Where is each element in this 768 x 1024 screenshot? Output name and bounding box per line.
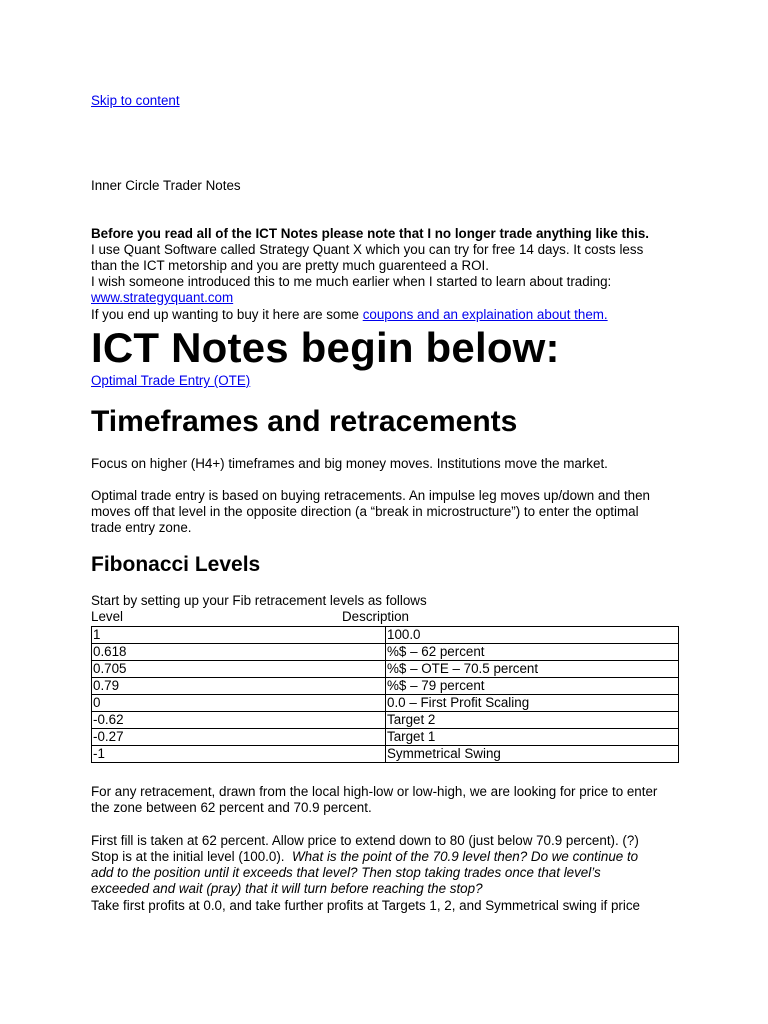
fib-heading: Fibonacci Levels — [91, 553, 261, 576]
para-ote-line-1: Optimal trade entry is based on buying retracements. An impulse leg moves up/down and then — [91, 488, 650, 503]
para-fill-line-2 — [91, 849, 638, 865]
intro-line-4-prefix: If you end up wanting to buy it here are some — [91, 307, 363, 322]
table-row — [92, 729, 679, 746]
table-row — [92, 678, 679, 695]
table-row — [92, 627, 679, 644]
description-cell: Symmetrical Swing — [386, 746, 679, 763]
level-cell: -1 — [92, 746, 386, 763]
para-fill-line-5: Take first profits at 0.0, and take further profits at Targets 1, 2, and Symmetrical swing if price — [91, 898, 641, 913]
para-fill-line-4: exceeded and wait (pray) that it will turn before reaching the stop? — [91, 881, 483, 896]
section-heading: Timeframes and retracements — [91, 405, 518, 438]
para-fill-line-2-plain: Stop is at the initial level (100.0). — [91, 849, 292, 864]
description-cell: Target 2 — [386, 712, 679, 729]
main-heading: ICT Notes begin below: — [91, 324, 560, 371]
description-cell: Target 1 — [386, 729, 679, 746]
table-row — [92, 712, 679, 729]
intro-bold-notice: Before you read all of the ICT Notes please note that I no longer trade anything like this. — [91, 226, 650, 241]
intro-line-3: I wish someone introduced this to me much earlier when I started to learn about trading: — [91, 274, 612, 289]
table-header-level: Level — [91, 609, 124, 624]
level-cell: 0 — [92, 695, 386, 712]
fib-levels-table — [91, 626, 679, 763]
table-row — [92, 644, 679, 661]
ote-link[interactable]: Optimal Trade Entry (OTE) — [91, 373, 251, 388]
table-row — [92, 695, 679, 712]
intro-line-4 — [91, 307, 608, 323]
description-cell: %$ – 79 percent — [386, 678, 679, 695]
site-title: Inner Circle Trader Notes — [91, 178, 241, 193]
skip-to-content-link[interactable]: Skip to content — [91, 93, 180, 108]
table-row — [92, 661, 679, 678]
para-ote-line-3: trade entry zone. — [91, 520, 192, 535]
fib-intro: Start by setting up your Fib retracement levels as follows — [91, 593, 427, 608]
table-header-description: Description — [342, 609, 409, 624]
para-ote-line-2: moves off that level in the opposite direction (a “break in microstructure”) to enter the optimal — [91, 504, 639, 519]
para-retracement-line-2: the zone between 62 percent and 70.9 percent. — [91, 800, 372, 815]
level-cell: -0.62 — [92, 712, 386, 729]
intro-line-2: than the ICT metorship and you are pretty much guarenteed a ROI. — [91, 258, 489, 273]
level-cell: -0.27 — [92, 729, 386, 746]
strategyquant-link[interactable]: www.strategyquant.com — [91, 290, 234, 305]
description-cell: 0.0 – First Profit Scaling — [386, 695, 679, 712]
level-cell: 0.618 — [92, 644, 386, 661]
para-retracement-line-1: For any retracement, drawn from the local high-low or low-high, we are looking for price to enter — [91, 784, 658, 799]
description-cell: %$ – 62 percent — [386, 644, 679, 661]
intro-line-1: I use Quant Software called Strategy Quant X which you can try for free 14 days. It costs less — [91, 242, 644, 257]
para-fill-line-3: add to the position until it exceeds that level? Then stop taking trades once that level’s — [91, 865, 601, 880]
para-focus: Focus on higher (H4+) timeframes and big money moves. Institutions move the market. — [91, 456, 608, 471]
table-row — [92, 746, 679, 763]
description-cell: %$ – OTE – 70.5 percent — [386, 661, 679, 678]
para-fill-line-1: First fill is taken at 62 percent. Allow price to extend down to 80 (just below 70.9 percent). (?) — [91, 833, 639, 848]
level-cell: 1 — [92, 627, 386, 644]
description-cell: 100.0 — [386, 627, 679, 644]
level-cell: 0.79 — [92, 678, 386, 695]
coupons-link[interactable]: coupons and an explaination about them. — [362, 307, 608, 322]
level-cell: 0.705 — [92, 661, 386, 678]
para-fill-line-2-italic: What is the point of the 70.9 level then? Do we continue to — [291, 849, 639, 864]
